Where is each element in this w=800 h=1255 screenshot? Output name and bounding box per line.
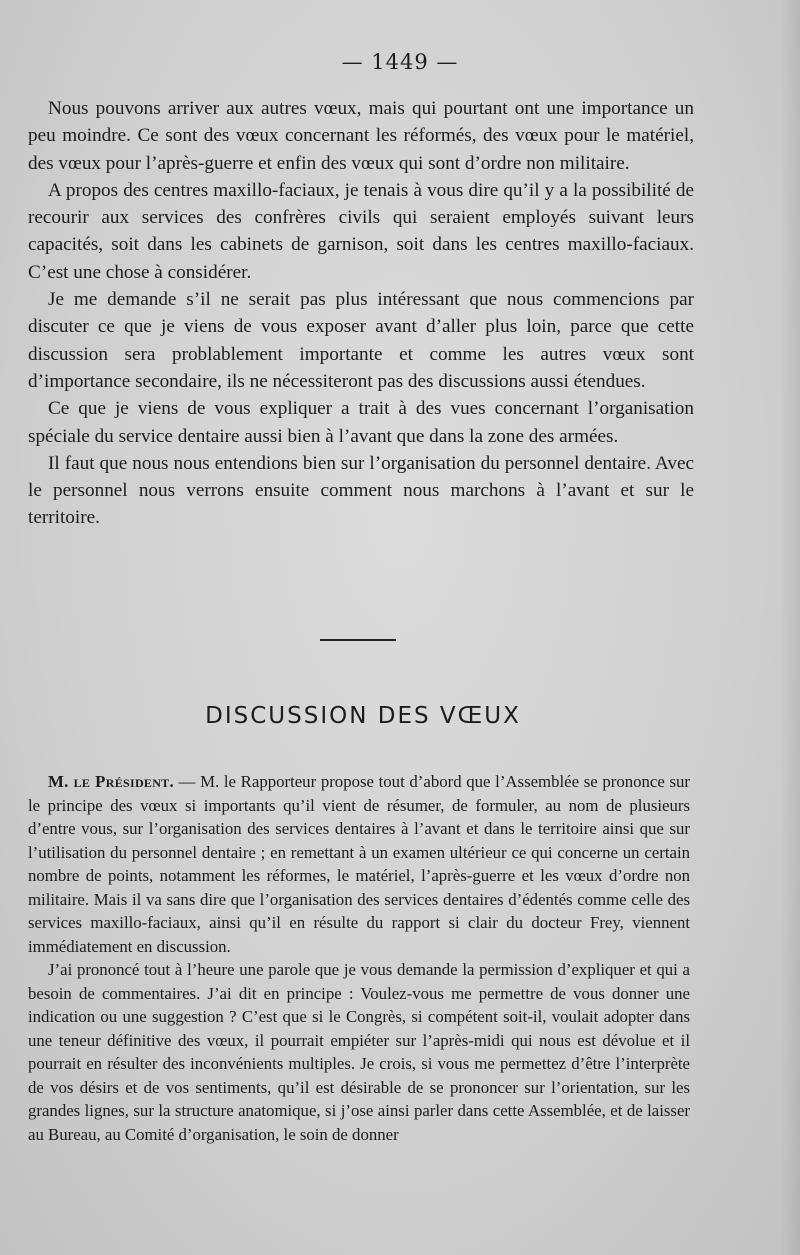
report-text xyxy=(28,95,694,532)
paragraph: Je me demande s’il ne serait pas plus intéressant que nous commencions par discuter ce que je viens de vous exposer avant d’aller plus loin, parce que cette discussion sera problablement importante et comme les autres vœux sont d’importance secondaire, ils ne nécessiteront pas des discussions aussi étendues. xyxy=(28,289,694,392)
section-divider xyxy=(320,639,396,641)
page-number: — 1449 — xyxy=(341,50,459,74)
section-title: DISCUSSION DES VŒUX xyxy=(205,703,521,729)
page-shadow xyxy=(780,0,800,1255)
speaker-label: M. le Président. xyxy=(48,772,174,791)
paragraph: Ce que je viens de vous expliquer a trait à des vues concernant l’organisation spéciale du service dentaire aussi bien à l’avant que dans la zone des armées. xyxy=(28,398,694,447)
paragraph: Nous pouvons arriver aux autres vœux, mais qui pourtant ont une importance un peu moindre. Ce sont des vœux concernant les réformés, des vœux pour le matériel, des vœux pour l’après-guerre et enfin des vœux qui sont d’ordre non militaire. xyxy=(28,98,694,174)
paragraph: Il faut que nous nous entendions bien sur l’organisation du personnel dentaire. Avec le personnel nous verrons ensuite comment nous marchons à l’avant et sur le territoire. xyxy=(28,452,694,529)
paragraph: A propos des centres maxillo-faciaux, je tenais à vous dire qu’il y a la possibilité de recourir aux services des confrères civils qui seraient employés suivant leurs capacités, soit dans les cabinets de garnison, soit dans les centres maxillo-faciaux. C’est une chose à considérer. xyxy=(28,179,694,283)
paragraph-text: — M. le Rapporteur propose tout d’abord que l’Assemblée se prononce sur le principe des vœux si importants qu’il vient de résumer, de formuler, au nom de plusieurs d’entre vous, sur l’organisation des services dentaires à l’avant et dans le territoire ainsi que sur l’utilisation du personnel dentaire ; en remettant à un examen ultérieur ce qui concerne un certain nombre de points, notamment les réformes, le matériel, l’après-guerre et les vœux d’ordre non militaire. Mais il va sans dire que l’organisation des services dentaires d’édentés comme celle des services maxillo-faciaux, ainsi qu’il en résulte du rapport si clair du docteur Frey, viennent immédiatement en discussion. xyxy=(28,772,690,956)
paragraph xyxy=(28,770,690,958)
discussion-text xyxy=(28,770,690,1146)
paragraph: J’ai prononcé tout à l’heure une parole que je vous demande la permission d’expliquer et qui a besoin de commentaires. J’ai dit en principe : Voulez-vous me permettre de vous donner une indication ou une suggestion ? C’est que si le Congrès, si compétent soit-il, voulait adopter dans une teneur définitive des vœux, il pourrait empiéter sur l’après-midi qui nous est dévolue et il pourrait en résulter des inconvénients multiples. Je crois, si vous me permettez d’être l’interprète de vos désirs et de vos sentiments, qu’il est désirable de se prononcer sur l’orientation, sur les grandes lignes, sur la structure anatomique, si j’ose ainsi parler dans cette Assemblée, et de laisser au Bureau, au Comité d’organisation, le soin de donner xyxy=(28,960,690,1144)
